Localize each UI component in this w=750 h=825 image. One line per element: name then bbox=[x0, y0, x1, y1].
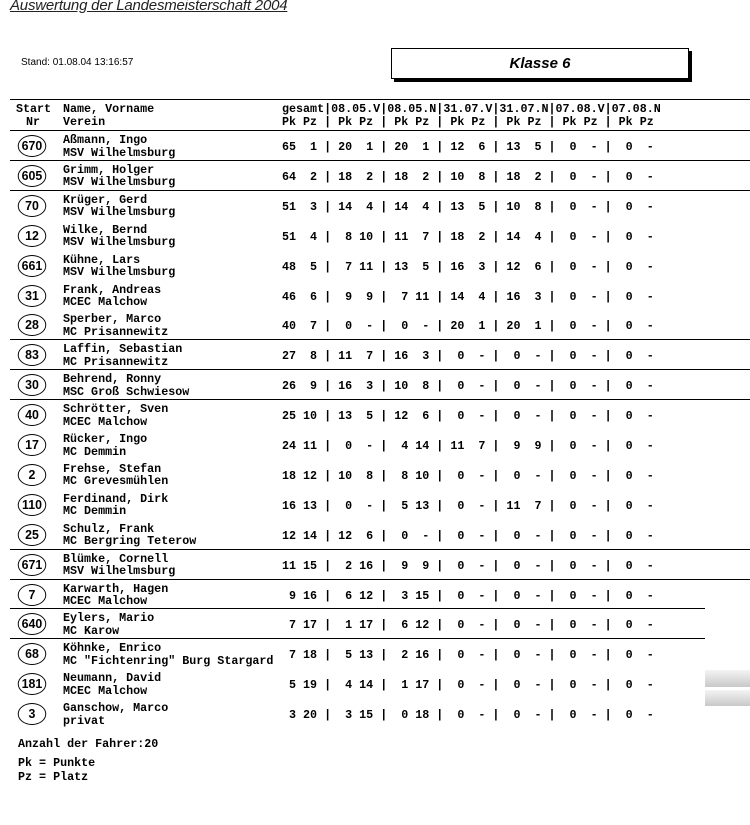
rider-name-club bbox=[63, 702, 168, 727]
table-row bbox=[0, 221, 750, 251]
rider-name-club bbox=[63, 403, 168, 428]
results-cells: 16 13 | 0 - | 5 13 | 0 - | 11 7 | 0 - | 0 - bbox=[282, 498, 654, 513]
rider-name-club bbox=[63, 642, 273, 667]
start-number-badge: 671 bbox=[18, 554, 47, 576]
table-row bbox=[0, 550, 750, 580]
rider-name: Ganschow, Marco bbox=[63, 701, 169, 716]
rider-name-club bbox=[63, 224, 175, 249]
rider-name: Frank, Andreas bbox=[63, 282, 162, 297]
results-cells: 40 7 | 0 - | 0 - | 20 1 | 20 1 | 0 - | 0 - bbox=[282, 319, 654, 334]
table-row bbox=[0, 281, 750, 311]
results-cells: 46 6 | 9 9 | 7 11 | 14 4 | 16 3 | 0 - | 0 - bbox=[282, 289, 654, 304]
rider-name: Aßmann, Ingo bbox=[63, 133, 148, 147]
start-number-badge: 30 bbox=[18, 374, 47, 396]
rider-name-club bbox=[63, 254, 175, 279]
rider-name: Krüger, Gerd bbox=[63, 192, 148, 207]
timestamp: Stand: 01.08.04 13:16:57 bbox=[21, 57, 134, 68]
results-cells: 7 18 | 5 13 | 2 16 | 0 - | 0 - | 0 - | 0 - bbox=[282, 648, 654, 663]
results-cells: 11 15 | 2 16 | 9 9 | 0 - | 0 - | 0 - | 0 - bbox=[282, 558, 654, 573]
header-club: Verein bbox=[63, 115, 106, 129]
rider-name-club bbox=[63, 553, 175, 578]
rider-name: Laffin, Sebastian bbox=[63, 342, 183, 357]
results-cells: 27 8 | 11 7 | 16 3 | 0 - | 0 - | 0 - | 0 - bbox=[282, 349, 654, 364]
rider-club: MC Prisannewitz bbox=[63, 354, 169, 369]
table-row bbox=[0, 460, 750, 490]
rider-name: Wilke, Bernd bbox=[63, 222, 148, 237]
rider-club: privat bbox=[63, 713, 106, 728]
rider-club: MCEC Malchow bbox=[63, 295, 148, 309]
table-row bbox=[0, 430, 750, 460]
rider-club: MCEC Malchow bbox=[63, 683, 148, 698]
results-cells: 18 12 | 10 8 | 8 10 | 0 - | 0 - | 0 - | 0 - bbox=[282, 468, 654, 483]
results-cells: 64 2 | 18 2 | 18 2 | 10 8 | 18 2 | 0 - | 0 - bbox=[282, 169, 654, 184]
start-number-badge: 670 bbox=[18, 135, 47, 157]
rider-name: Kühne, Lars bbox=[63, 252, 141, 267]
rider-club: MSV Wilhelmsburg bbox=[63, 564, 176, 579]
rider-name-club bbox=[63, 523, 196, 548]
rider-club: MSV Wilhelmsburg bbox=[63, 175, 176, 190]
rider-club: MC Demmin bbox=[63, 444, 127, 459]
table-row bbox=[0, 161, 750, 191]
start-number-badge: 40 bbox=[18, 404, 47, 426]
table-row bbox=[0, 639, 750, 669]
start-number-badge: 640 bbox=[18, 613, 47, 635]
results-cells: 7 17 | 1 17 | 6 12 | 0 - | 0 - | 0 - | 0 - bbox=[282, 618, 654, 633]
start-number-badge: 68 bbox=[18, 643, 47, 665]
start-number-badge: 110 bbox=[18, 494, 47, 516]
rider-club: MC Bergring Teterow bbox=[63, 534, 197, 549]
rider-club: MCEC Malchow bbox=[63, 594, 148, 608]
header-subcolumns: Pk Pz | Pk Pz | Pk Pz | Pk Pz | Pk Pz | Pk Pz | Pk Pz bbox=[282, 115, 654, 129]
rider-name-club bbox=[63, 583, 168, 608]
results-cells: 51 3 | 14 4 | 14 4 | 13 5 | 10 8 | 0 - | 0 - bbox=[282, 199, 654, 214]
start-number-badge: 661 bbox=[18, 255, 47, 277]
rider-club: MSV Wilhelmsburg bbox=[63, 235, 176, 250]
header-nr: Nr bbox=[26, 115, 41, 129]
rider-name-club bbox=[63, 343, 182, 368]
rider-club: MC Demmin bbox=[63, 504, 127, 519]
rider-club: MSV Wilhelmsburg bbox=[63, 205, 176, 220]
rider-name: Eylers, Mario bbox=[63, 611, 155, 626]
header-start-label: Start bbox=[16, 102, 52, 116]
results-cells: 12 14 | 12 6 | 0 - | 0 - | 0 - | 0 - | 0 - bbox=[282, 528, 654, 543]
header-columns: gesamt|08.05.V|08.05.N|31.07.V|31.07.N|07.08.V|07.08.N bbox=[282, 102, 661, 116]
results-cells: 48 5 | 7 11 | 13 5 | 16 3 | 12 6 | 0 - | 0 - bbox=[282, 259, 654, 274]
start-number-badge: 181 bbox=[18, 673, 47, 695]
table-row bbox=[0, 191, 750, 221]
start-number-badge: 7 bbox=[18, 584, 47, 606]
table-row bbox=[0, 609, 750, 639]
rider-count: Anzahl der Fahrer:20 bbox=[18, 737, 159, 751]
start-number-badge: 28 bbox=[18, 314, 47, 336]
rider-name: Behrend, Ronny bbox=[63, 372, 162, 387]
header-name: Name, Vorname bbox=[63, 102, 155, 116]
start-number-badge: 605 bbox=[18, 165, 47, 187]
rider-name-club bbox=[63, 284, 161, 309]
class-box: Klasse 6 bbox=[391, 48, 689, 79]
rider-name-club bbox=[63, 433, 147, 458]
rider-name: Karwarth, Hagen bbox=[63, 581, 169, 596]
rider-name: Schulz, Frank bbox=[63, 521, 155, 536]
rider-name: Neumann, David bbox=[63, 671, 162, 686]
legend-pz: Pz = Platz bbox=[18, 770, 89, 784]
start-number-badge: 2 bbox=[18, 464, 47, 486]
rider-name-club bbox=[63, 612, 154, 637]
rider-name-club bbox=[63, 164, 175, 189]
table-row bbox=[0, 699, 750, 729]
page-title: Auswertung der Landesmeisterschaft 2004 bbox=[10, 0, 288, 14]
table-row bbox=[0, 490, 750, 520]
start-number-badge: 31 bbox=[18, 285, 47, 307]
table-row bbox=[0, 131, 750, 161]
results-cells: 9 16 | 6 12 | 3 15 | 0 - | 0 - | 0 - | 0 - bbox=[282, 588, 654, 603]
rider-name: Frehse, Stefan bbox=[63, 461, 162, 476]
results-cells: 51 4 | 8 10 | 11 7 | 18 2 | 14 4 | 0 - | 0 - bbox=[282, 229, 654, 244]
divider bbox=[10, 99, 750, 100]
table-row bbox=[0, 669, 750, 699]
rider-name-club bbox=[63, 463, 168, 488]
rider-club: MSV Wilhelmsburg bbox=[63, 265, 176, 280]
rider-name-club bbox=[63, 672, 161, 697]
rider-club: MC Karow bbox=[63, 623, 120, 638]
scroll-widget bbox=[705, 670, 750, 687]
rider-club: MSV Wilhelmsburg bbox=[63, 145, 176, 160]
table-row bbox=[0, 310, 750, 340]
rider-name: Schrötter, Sven bbox=[63, 402, 169, 417]
start-number-badge: 3 bbox=[18, 703, 47, 725]
start-number-badge: 25 bbox=[18, 524, 47, 546]
rider-name: Ferdinand, Dirk bbox=[63, 491, 169, 506]
rider-club: MC Prisannewitz bbox=[63, 324, 169, 339]
table-row bbox=[0, 520, 750, 550]
rider-name: Grimm, Holger bbox=[63, 162, 155, 177]
rider-name-club bbox=[63, 493, 168, 518]
start-number-badge: 17 bbox=[18, 434, 47, 456]
rider-name-club bbox=[63, 134, 175, 159]
results-cells: 24 11 | 0 - | 4 14 | 11 7 | 9 9 | 0 - | 0 - bbox=[282, 439, 654, 453]
rider-name: Köhnke, Enrico bbox=[63, 641, 162, 656]
rider-name: Sperber, Marco bbox=[63, 312, 162, 327]
table-row bbox=[0, 370, 750, 400]
rider-name: Rücker, Ingo bbox=[63, 432, 148, 446]
results-cells: 26 9 | 16 3 | 10 8 | 0 - | 0 - | 0 - | 0 - bbox=[282, 379, 654, 394]
results-cells: 65 1 | 20 1 | 20 1 | 12 6 | 13 5 | 0 - | 0 - bbox=[282, 140, 654, 154]
rider-name: Blümke, Cornell bbox=[63, 551, 169, 566]
results-cells: 3 20 | 3 15 | 0 18 | 0 - | 0 - | 0 - | 0 - bbox=[282, 708, 654, 723]
rider-name-club bbox=[63, 313, 168, 338]
table-row bbox=[0, 580, 750, 610]
rider-name-club bbox=[63, 373, 189, 398]
start-number-badge: 12 bbox=[18, 225, 47, 247]
rider-club: MCEC Malchow bbox=[63, 414, 148, 429]
rider-club: MC Grevesmühlen bbox=[63, 474, 169, 489]
results-cells: 5 19 | 4 14 | 1 17 | 0 - | 0 - | 0 - | 0 - bbox=[282, 678, 654, 693]
legend-pk: Pk = Punkte bbox=[18, 756, 96, 770]
start-number-badge: 83 bbox=[18, 344, 47, 366]
results-cells: 25 10 | 13 5 | 12 6 | 0 - | 0 - | 0 - | 0 - bbox=[282, 409, 654, 424]
start-number-badge: 70 bbox=[18, 195, 47, 217]
rider-club: MC "Fichtenring" Burg Stargard bbox=[63, 653, 274, 668]
table-row bbox=[0, 400, 750, 430]
rider-name-club bbox=[63, 194, 175, 219]
rider-club: MSC Groß Schwiesow bbox=[63, 384, 190, 399]
scroll-widget bbox=[705, 690, 750, 706]
table-row bbox=[0, 251, 750, 281]
table-row bbox=[0, 340, 750, 370]
